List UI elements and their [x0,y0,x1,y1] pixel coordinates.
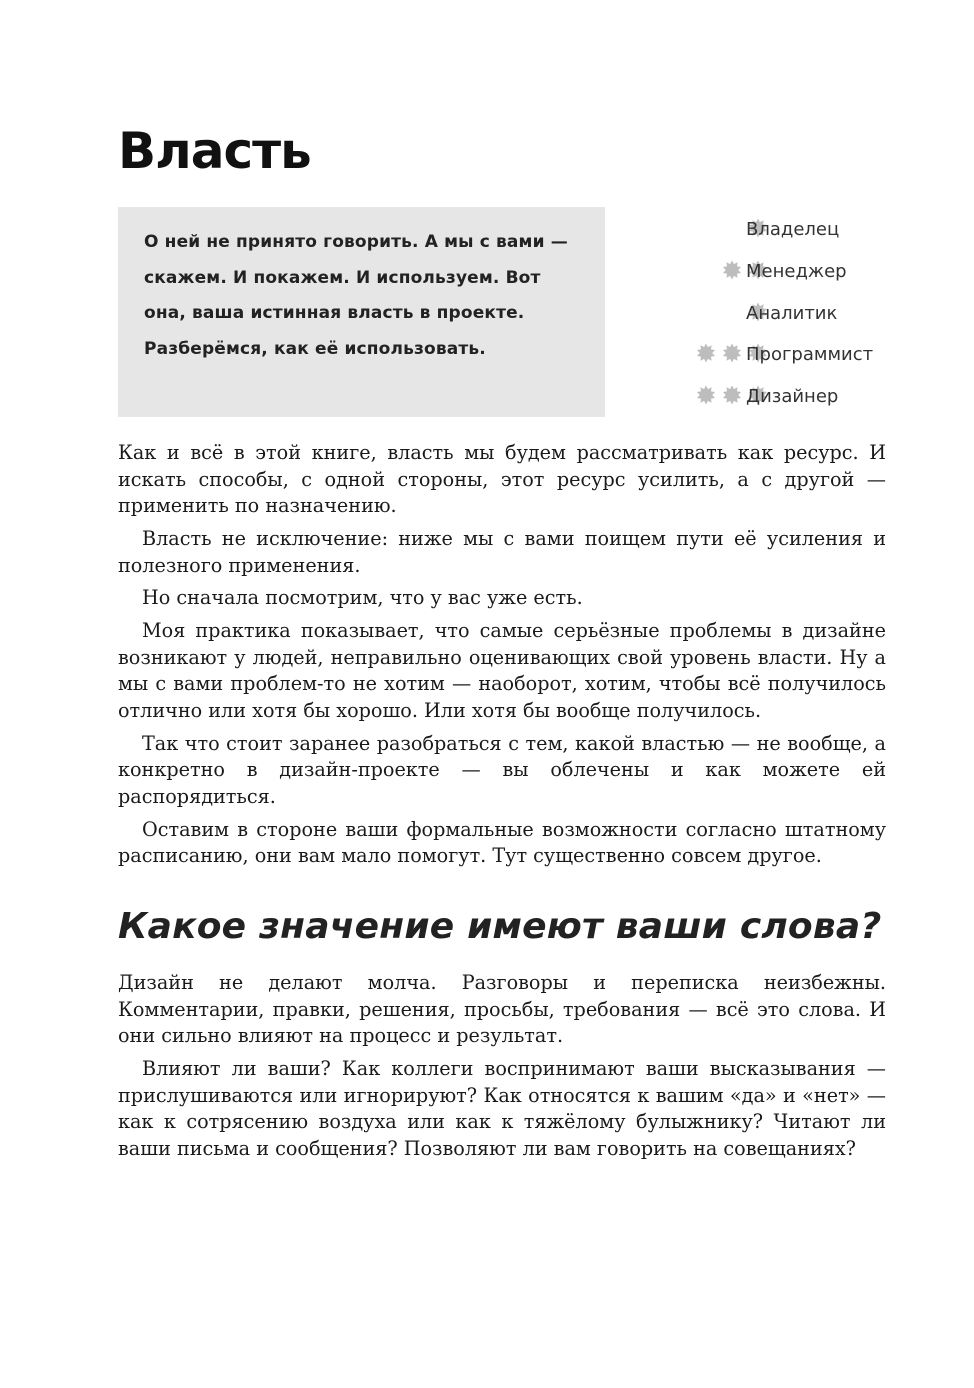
role-row [640,296,940,338]
paragraph: Власть не исключение: ниже мы с вами поищем пути её усиления и полезного применения. [118,526,886,577]
paragraph: Так что стоит заранее разобраться с тем, какой властью — не вообще, а конкретно в дизайн-проекте — вы облечены и как можете ей распорядиться. [118,731,886,808]
star-burst-icon [722,385,742,405]
role-row [640,254,940,296]
paragraph: Влияют ли ваши? Как коллеги воспринимают ваши высказывания — прислушиваются или игнорируют? Как относятся к вашим «да» и «нет» — как к сотрясению воздуха или как к тяжёлому булыжнику? Читают ли ваши письма и сообщения? Позволяют ли вам говорить на совещаниях? [118,1056,886,1160]
paragraph: Дизайн не делают молча. Разговоры и переписка неизбежны. Комментарии, правки, решения, просьбы, требования — всё это слова. И они сильно влияют на процесс и результат. [118,971,886,1048]
star-burst-icon [722,343,742,363]
paragraph: Но сначала посмотрим, что у вас уже есть. [142,586,583,610]
role-label: Менеджер [746,260,847,282]
paragraph: Моя практика показывает, что самые серьёзные проблемы в дизайне возникают у людей, неправильно оценивающих свой уровень власти. Ну а мы с вами проблем-то не хотим — наоборот, хотим, чтобы всё получилось отлично или хотя бы хорошо. Или хотя бы вообще получилось. [118,619,886,722]
role-label: Аналитик [746,302,838,324]
lead-box [118,207,605,417]
role-label: Программист [746,344,874,366]
role-label: Дизайнер [746,386,839,408]
paragraph: Как и всё в этой книге, власть мы будем рассматривать как ресурс. И искать способы, с одной стороны, этот ресурс усилить, а с другой — применить по назначению. [118,441,886,518]
paragraph: Оставим в стороне ваши формальные возможности согласно штатному расписанию, они вам мало помогут. Тут существенно совсем другое. [118,817,886,868]
role-row [640,337,940,379]
role-row [640,212,940,254]
star-burst-icon [696,385,716,405]
section-body-1 [118,440,886,876]
role-label: Владелец [746,219,840,240]
star-burst-icon [722,260,742,280]
section-heading: Какое значение имеют ваши слова? [118,906,882,947]
page-title: Власть [118,122,311,180]
role-power-list [640,212,940,421]
section-body-2 [118,970,886,1169]
role-row [640,379,940,421]
lead-text: О ней не принято говорить. А мы с вами — скажем. И покажем. И используем. Вот она, ваша истинная власть в проекте. Разберёмся, как её использовать. [144,232,568,359]
star-burst-icon [696,343,716,363]
